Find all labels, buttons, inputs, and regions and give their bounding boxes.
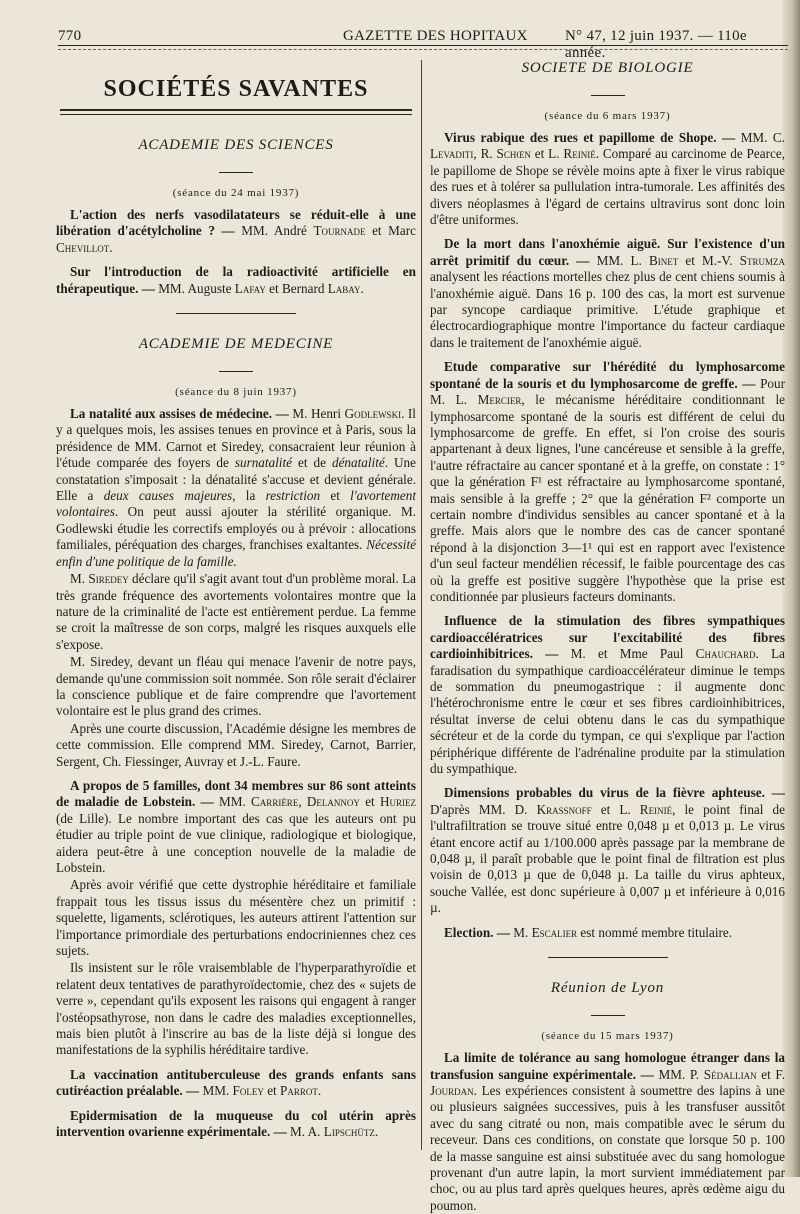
author-name: Levaditi — [430, 146, 474, 162]
article-title: Etude comparative sur l'hérédité du lymphosarcome spontané de la souris et du lymphosarcome de greffe. — — [430, 359, 785, 391]
author-name: Lafay — [234, 280, 266, 296]
header-rule-dashed — [58, 49, 788, 50]
author-name: Huriez — [379, 794, 417, 810]
article-title: A propos de 5 familles, dont 34 membres sur 86 sont atteints de maladie de Lobstein. — — [56, 777, 416, 810]
author-name: Reinié — [563, 146, 596, 162]
author-name: Parrot — [280, 1083, 318, 1099]
author-name: Reinié — [639, 801, 673, 817]
section-separator — [548, 957, 668, 958]
article-title: L'action des nerfs vasodilatateurs se réduit-elle à une libération d'acétylcholine ? — — [56, 207, 416, 239]
column-divider — [421, 60, 422, 1150]
article-title: De la mort dans l'anoxhémie aiguë. Sur l'existence d'un arrêt primitif du cœur. — — [430, 236, 785, 268]
session-date: (séance du 24 mai 1937) — [172, 187, 300, 199]
author-name: Mercier — [477, 392, 522, 408]
article-vasodilatateurs: L'action des nerfs vasodilatateurs se réduit-elle à une libération d'acétylcholine ? — MM. André Tournade et Marc Chevillot. — [56, 207, 416, 255]
author-name: Sédallian — [703, 1066, 757, 1082]
author-name: Jourdan — [430, 1082, 474, 1098]
article-title: Sur l'introduction de la radioactivité artificielle en thérapeutique. — — [56, 264, 416, 296]
paragraph: Après avoir vérifié que cette dystrophie héréditaire et familiale frappait tous les tissus issus du mésentère chez un primitif : squelette, ligaments, sclérotiques, les auteurs attirent l'attention sur l'importance primordiale des perturbations endocriniennes chez ces sujets. — [56, 877, 416, 959]
section-separator — [176, 313, 296, 314]
title-rule — [60, 109, 412, 111]
article-title: Election. — — [444, 924, 510, 940]
short-rule — [591, 95, 625, 96]
author-name: Labay — [327, 280, 361, 296]
page-number: 770 — [58, 28, 82, 44]
header-rule — [58, 45, 788, 46]
article-rabique: Virus rabique des rues et papillome de Shope. — MM. C. Levaditi, R. Schœn et L. Reinié. Comparé au carcinome de Pearce, le papillome de Shope se révèle moins apte à fixer le virus rabique des rues et à tolérer sa pullulation intra-tumorale. Les affinités des divers néoplasmes à l'égard de certains ultravirus sont donc loin d'être uniformes. — [430, 130, 786, 228]
article-epidermisation: Epidermisation de la muqueuse du col utérin après intervention ovarienne expérimentale. — M. A. Lipschütz. — [56, 1107, 416, 1140]
author-name: Escalier — [531, 924, 578, 940]
author-name: Carrière — [251, 794, 299, 810]
paragraph: M. Siredey déclare qu'il s'agit avant tout d'un problème moral. La très grande fréquence des avortements volontaires montre que la nature de la criminalité de l'acte est entièrement perdue. La femme se croit la maîtresse de son corps, malgré les risques auxquels elle s'expose. — [56, 571, 417, 652]
article-title: Dimensions probables du virus de la fièvre aphteuse. — — [444, 785, 785, 801]
author-name: Delannoy — [306, 794, 360, 810]
section-heading-lyon: Réunion de Lyon — [550, 980, 665, 997]
short-rule — [219, 371, 253, 372]
author-name: Schœn — [496, 146, 531, 162]
session-date: (séance du 6 mars 1937) — [544, 110, 671, 122]
article-title: La natalité aux assises de médecine. — — [70, 406, 289, 422]
author-name: Strumza — [739, 252, 786, 268]
section-heading-biologie: SOCIETE DE BIOLOGIE — [521, 60, 694, 76]
author-name: Godlewski — [344, 406, 402, 422]
author-name: Krassnoff — [536, 801, 592, 817]
author-name: Foley — [232, 1083, 264, 1099]
article-lobstein: A propos de 5 familles, dont 34 membres sur 86 sont atteints de maladie de Lobstein. — MM. Carrière, Delannoy et Huriez (de Lille). Le nombre important des cas que les auteurs ont pu étudier au triple point de vue clinique, radiologique et biologique, aidera peut-être à une conception nouvelle de la maladie de Lobstein. — [56, 777, 417, 875]
article-tolerance: La limite de tolérance au sang homologue étranger dans la transfusion sanguine expérimentale. — MM. P. Sédallian et F. Jourdan. Les expériences consistent à soumettre des lapins à une ou plusieurs saignées successives, puis à les transfuser aussitôt avec du sang citraté ou non, mais compatible avec le sérum du receveur. Dans ces conditions, on constate que lorsque 50 p. 100 de la masse sanguine est ainsi substituée avec du sang homologue provenant d'un autre lapin, la mort survient immédiatement par choc, ou au plus tard après quelques heures, après œdème aigu du poumon. — [430, 1050, 785, 1213]
paragraph: Ils insistent sur le rôle vraisemblable de l'hyperparathyroïdie et relatent deux tentatives de parathyroïdectomie, chez des « sujets de verre », cependant qu'ils exposent les raisons qui engagent à ranger l'ostéopsathyrose, non dans le cadre des maladies exceptionnelles, mais bien plutôt à l'inscrire au bas de la liste déjà si longue des manifestations de la syphilis héréditaire tardive. — [56, 960, 416, 1058]
author-name: Lipschütz — [323, 1124, 375, 1140]
paragraph: Après une courte discussion, l'Académie désigne les membres de cette commission. Elle comprend MM. Siredey, Carnot, Barrier, Sergent, Ch. Fiessinger, Auvray et J.-L. Faure. — [56, 720, 416, 769]
main-title: SOCIÉTÉS SAVANTES — [103, 76, 369, 102]
author-name: M. Siredey — [70, 571, 129, 587]
short-rule — [219, 172, 253, 173]
article-aphteuse: Dimensions probables du virus de la fièvre aphteuse. — D'après MM. D. Krassnoff et L. Reinié, le point final de l'ultrafiltration se trouve situé entre 0,048 µ et 0,013 µ. Le virus étant encore actif au 1/100.000 après passage par la membrane de 0,048 µ, il paraît probable que le point final de filtration est plus voisin de 0,013 µ que de 0,048 µ. La taille du virus aphteux, souche Vallée, est donc supérieure à 0,007 µ et inférieure à 0,016 µ. — [430, 785, 785, 916]
article-title: Influence de la stimulation des fibres sympathiques cardioaccélératrices sur l'excitabilité des fibres cardioinhibitrices. — — [430, 613, 785, 662]
left-column — [56, 60, 416, 1141]
article-radioactivite: Sur l'introduction de la radioactivité artificielle en thérapeutique. — MM. Auguste Lafay et Bernard Labay. — [56, 264, 416, 296]
article-vaccination: La vaccination antituberculeuse des grands enfants sans cutiréaction préalable. — MM. Foley et Parrot. — [56, 1066, 416, 1099]
author-name: Tournade — [313, 223, 366, 239]
article-title: Virus rabique des rues et papillome de Shope. — — [444, 130, 736, 145]
running-header — [40, 20, 788, 61]
paragraph: M. Siredey, devant un fléau qui menace l'avenir de notre pays, demande qu'une commission soit nommée. Son rôle serait d'éclairer la conscience publique et de faire comprendre que l'avortement volontaire est le plus grand des crimes. — [56, 654, 416, 719]
author-name: Binet — [648, 252, 679, 268]
article-election: Election. — M. Escalier est nommé membre titulaire. — [444, 924, 733, 940]
article-natalite: La natalité aux assises de médecine. — M. Henri Godlewski. Il y a quelques mois, les assises tenues en province et à Paris, sous la présidence de MM. Carnot et Siredey, consacraient leur réunion à l'étude comparée des foyers de surnatalité et de dénatalité. Une constatation s'imposait : la dénatalité s'accuse et devient générale. Elle a deux causes majeures, la restriction et l'avortement volontaires. On peut aussi ajouter la stérilité organique. M. Godlewski étudie les correctifs employés ou à prévoir : allocations familiales, péréquation des charges, franchises exaltantes. Nécessité enfin d'une politique de la famille. — [56, 406, 416, 569]
article-title: La limite de tolérance au sang homologue étranger dans la transfusion sanguine expérimentale. — — [430, 1050, 785, 1082]
article-heredite: Etude comparative sur l'hérédité du lymphosarcome spontané de la souris et du lymphosarcome de greffe. — Pour M. L. Mercier, le mécanisme héréditaire conditionnant le lymphosarcome spontané de la souris est différent de celui du lymphosarcome de greffe. En effet, si l'on croise des souris appartenant à deux lignes, l'une cancéreuse et sensible à la greffe, l'autre réfractaire au cancer spontané et à la greffe, on constate : 1° que la génération F¹ est réfractaire au lymphosarcome spontané, mais sensible à la greffe ; 2° que la génération F² comporte un certain nombre d'individus sensibles au cancer spontané et à la greffe. Mais alors que le nombre des cas de cancer spontané répond à la disjonction 3—1¹ qui est en rapport avec l'existence d'un seul facteur mendélien récessif, le faible pourcentage des cas où la greffe est positive suggère l'hypothèse que la prise est conditionnée par plusieurs facteurs dominants. — [430, 359, 786, 604]
journal-title: GAZETTE DES HOPITAUX — [343, 28, 528, 44]
short-rule — [591, 1015, 625, 1016]
issue-info: N° 47, 12 juin 1937. — 110e année. — [565, 28, 747, 61]
article-stimulation: Influence de la stimulation des fibres sympathiques cardioaccélératrices sur l'excitabilité des fibres cardioinhibitrices. — M. et Mme Paul Chauchard. La faradisation du sympathique cardioaccélérateur diminue le temps de sommation du pneumogastrique : il augmente donc l'hétérochronisme entre le cœur et ses fibres cardioinhibitrices, résultat inverse de celui obtenu dans le cas du sympathique sécréteur et de la corde du tympan, ce qui s'explique par l'action périphérique différente de l'adrénaline produite par la stimulation du sympathique. — [430, 613, 785, 777]
article-title: Epidermisation de la muqueuse du col utérin après intervention ovarienne expérimentale. — — [56, 1107, 416, 1140]
title-rule-thin — [60, 114, 412, 115]
session-date: (séance du 15 mars 1937) — [541, 1030, 674, 1043]
article-anoxhemie: De la mort dans l'anoxhémie aiguë. Sur l'existence d'un arrêt primitif du cœur. — MM. L. Binet et M.-V. Strumza analysent les réactions mortelles chez plus de cent chiens soumis à l'anoxhémie aiguë. Dans 16 p. 100 des cas, la mort est survenue par syncope cardiaque primitive. L'étude graphique et électrocardiographique montre l'importance du facteur cardiaque dans le traitement de l'anoxhémie aiguë. — [430, 236, 786, 350]
section-heading-academie-sciences: ACADEMIE DES SCIENCES — [138, 137, 334, 153]
right-column — [430, 60, 785, 1214]
section-heading-academie-medecine: ACADEMIE DE MEDECINE — [138, 336, 334, 353]
author-name: Chevillot — [56, 239, 110, 255]
article-title: La vaccination antituberculeuse des grands enfants sans cutiréaction préalable. — — [56, 1066, 416, 1099]
session-date: (séance du 8 juin 1937) — [175, 386, 297, 399]
author-name: Chauchard — [695, 646, 756, 662]
